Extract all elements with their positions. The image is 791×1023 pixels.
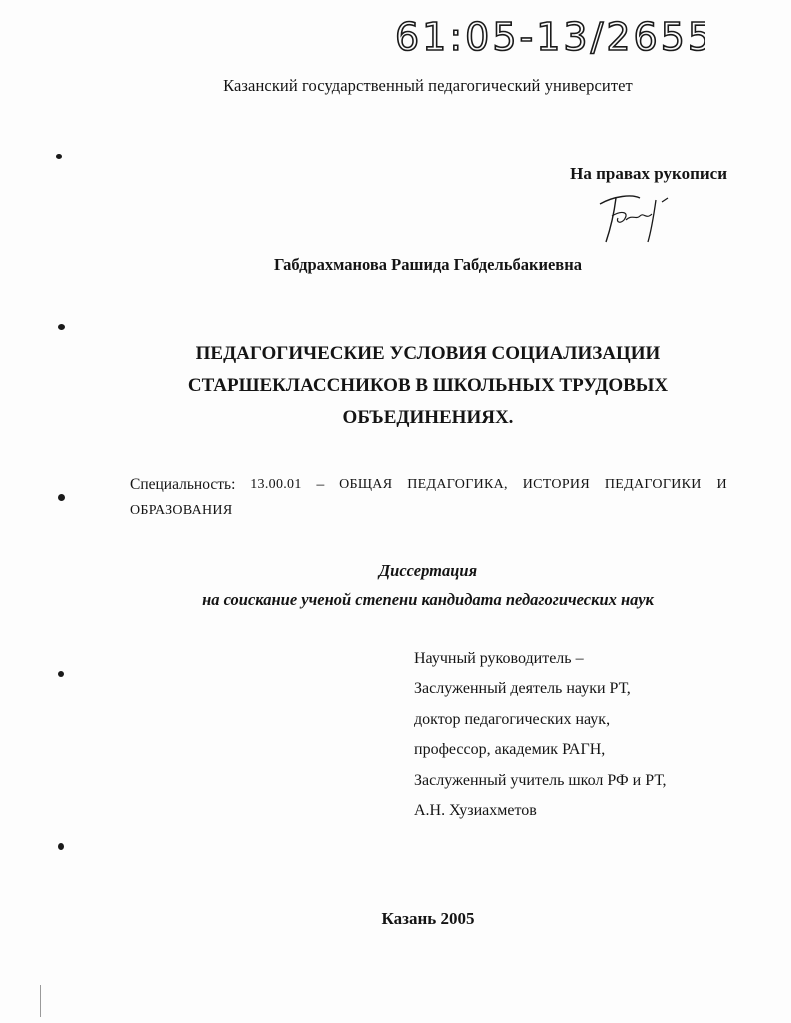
supervisor-line: А.Н. Хузиахметов — [414, 802, 537, 820]
supervisor-line: профессор, академик РАГН, — [414, 741, 606, 759]
manuscript-rights-note: На правах рукописи — [570, 164, 727, 183]
title-line: ОБЪЕДИНЕНИЯХ. — [342, 407, 514, 428]
dissertation-title — [80, 338, 776, 434]
specialty-code: 13.00.01 — [250, 477, 302, 492]
specialty-continuation: ОБРАЗОВАНИЯ — [130, 503, 233, 518]
specialty-label: Специальность: — [130, 476, 236, 493]
archive-number-handwritten — [395, 10, 705, 60]
university-name: Казанский государственный педагогический университет — [223, 76, 633, 95]
author-name: Габдрахманова Рашида Габдельбакиевна — [274, 255, 582, 274]
specialty-dash: – — [316, 476, 325, 493]
scan-edge-line — [40, 985, 41, 1017]
binder-hole-mark — [58, 324, 65, 330]
specialty-word: ИСТОРИЯ — [522, 477, 590, 492]
supervisor-line: Заслуженный деятель науки РТ, — [414, 680, 631, 698]
supervisor-block — [414, 644, 667, 826]
archive-number-ink — [395, 10, 705, 60]
specialty-word: ПЕДАГОГИКА, — [407, 477, 508, 492]
title-line: СТАРШЕКЛАССНИКОВ В ШКОЛЬНЫХ ТРУДОВЫХ — [187, 375, 669, 396]
specialty-word: ОБЩАЯ — [339, 477, 393, 492]
binder-hole-mark — [56, 154, 62, 159]
author-signature — [596, 190, 676, 246]
supervisor-line: Научный руководитель – — [414, 650, 584, 667]
specialty-line — [130, 472, 727, 498]
city-and-year: Казань 2005 — [381, 909, 475, 928]
specialty-word: И — [716, 477, 727, 492]
supervisor-line: доктор педагогических наук, — [414, 710, 611, 728]
title-line: ПЕДАГОГИЧЕСКИЕ УСЛОВИЯ СОЦИАЛИЗАЦИИ — [195, 343, 661, 364]
binder-hole-mark — [58, 671, 64, 677]
archive-number-text: 61:05-13/2655 — [395, 15, 705, 59]
specialty-block — [130, 472, 727, 524]
dissertation-purpose: на соискание ученой степени кандидата педагогических наук — [202, 590, 654, 609]
supervisor-line: Заслуженный учитель школ РФ и РТ, — [414, 771, 667, 789]
specialty-word: ПЕДАГОГИКИ — [604, 477, 702, 492]
binder-hole-mark — [58, 494, 65, 501]
binder-hole-mark — [58, 843, 64, 850]
dissertation-type: Диссертация — [378, 561, 478, 580]
dissertation-type-block — [0, 556, 791, 614]
